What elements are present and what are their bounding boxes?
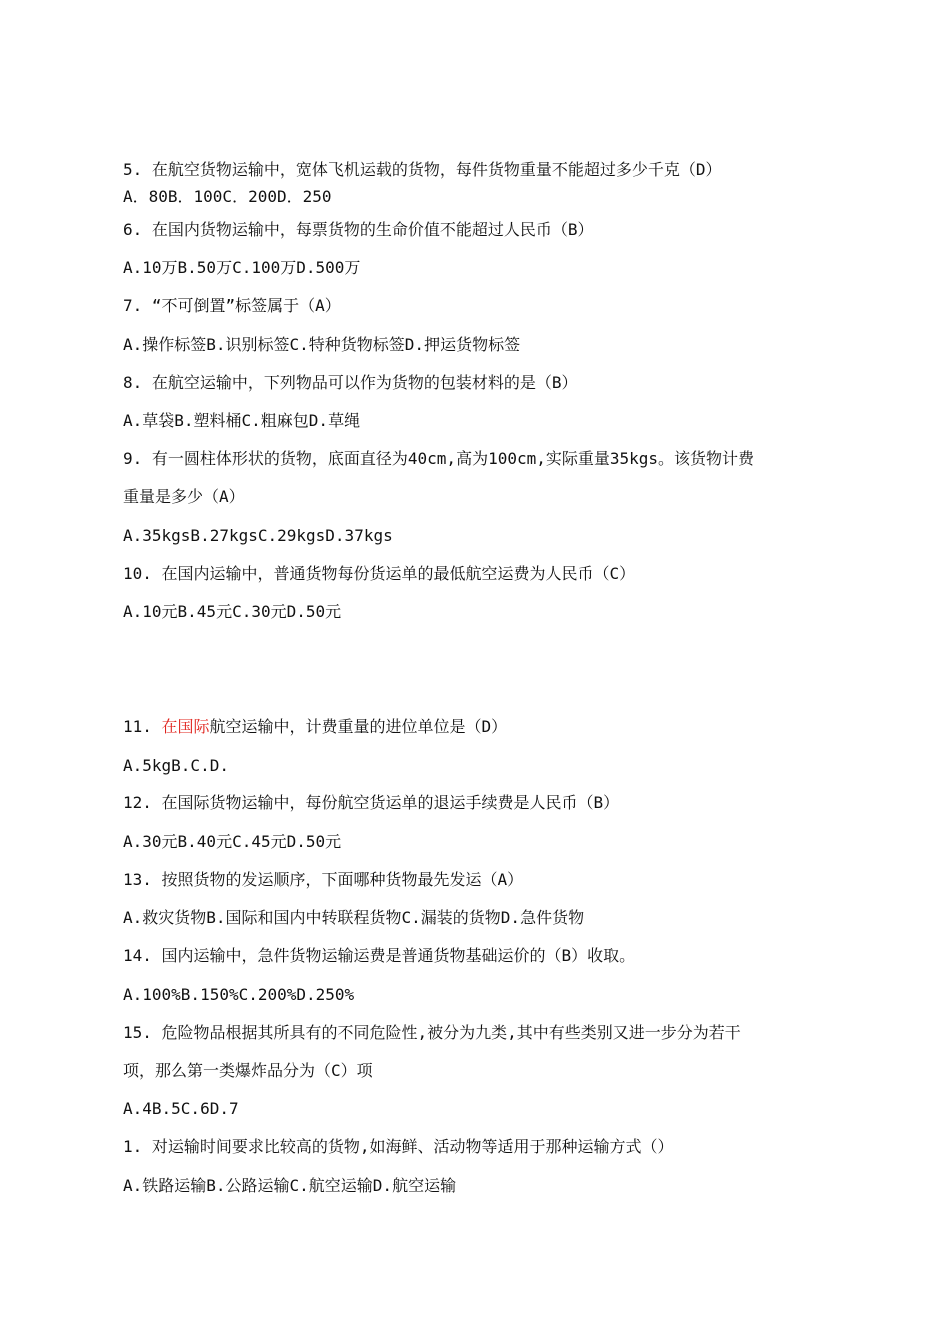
question-11 [123,717,507,737]
options-5: A．80B．100C．200D．250 [123,187,332,206]
options-1: A.铁路运输B.公路运输C.航空运输D.航空运输 [123,1176,457,1195]
options-10: A.10元B.45元C.30元D.50元 [123,602,342,621]
question-1: 1. 对运输时间要求比较高的货物,如海鲜、活动物等适用于那种运输方式（） [123,1137,674,1156]
options-15: A.4B.5C.6D.7 [123,1099,239,1118]
question-15-continued: 项，那么第一类爆炸品分为（C）项 [123,1061,373,1080]
question-9: 9. 有一圆柱体形状的货物，底面直径为40cm,高为100cm,实际重量35kgs。该货物计费 [123,449,755,468]
question-14: 14. 国内运输中，急件货物运输运费是普通货物基础运价的（B）收取。 [123,946,636,965]
options-11: A.5kgB.C.D. [123,756,229,775]
options-7: A.操作标签B.识别标签C.特种货物标签D.押运货物标签 [123,335,521,354]
question-11-number: 11. [123,717,162,736]
question-5: 5. 在航空货物运输中，宽体飞机运载的货物，每件货物重量不能超过多少千克（D） [123,160,722,179]
question-13: 13. 按照货物的发运顺序，下面哪种货物最先发运（A） [123,870,524,889]
options-12: A.30元B.40元C.45元D.50元 [123,832,342,851]
question-12: 12. 在国际货物运输中，每份航空货运单的退运手续费是人民币（B） [123,793,620,812]
question-11-highlight: 在国际 [161,717,210,736]
options-8: A.草袋B.塑料桶C.粗麻包D.草绳 [123,411,361,430]
options-6: A.10万B.50万C.100万D.500万 [123,258,361,277]
question-9-continued: 重量是多少（A） [123,487,245,506]
question-6: 6. 在国内货物运输中，每票货物的生命价值不能超过人民币（B） [123,220,594,239]
question-8: 8. 在航空运输中，下列物品可以作为货物的包装材料的是（B） [123,373,578,392]
question-11-rest: 航空运输中，计费重量的进位单位是（D） [209,717,508,736]
options-13: A.救灾货物B.国际和国内中转联程货物C.漏装的货物D.急件货物 [123,908,585,927]
options-14: A.100%B.150%C.200%D.250% [123,985,355,1004]
question-10: 10. 在国内运输中，普通货物每份货运单的最低航空运费为人民币（C） [123,564,636,583]
question-7: 7. “不可倒置”标签属于（A） [123,296,341,315]
options-9: A.35kgsB.27kgsC.29kgsD.37kgs [123,526,393,545]
question-15: 15. 危险物品根据其所具有的不同危险性,被分为九类,其中有些类别又进一步分为若干 [123,1023,741,1042]
